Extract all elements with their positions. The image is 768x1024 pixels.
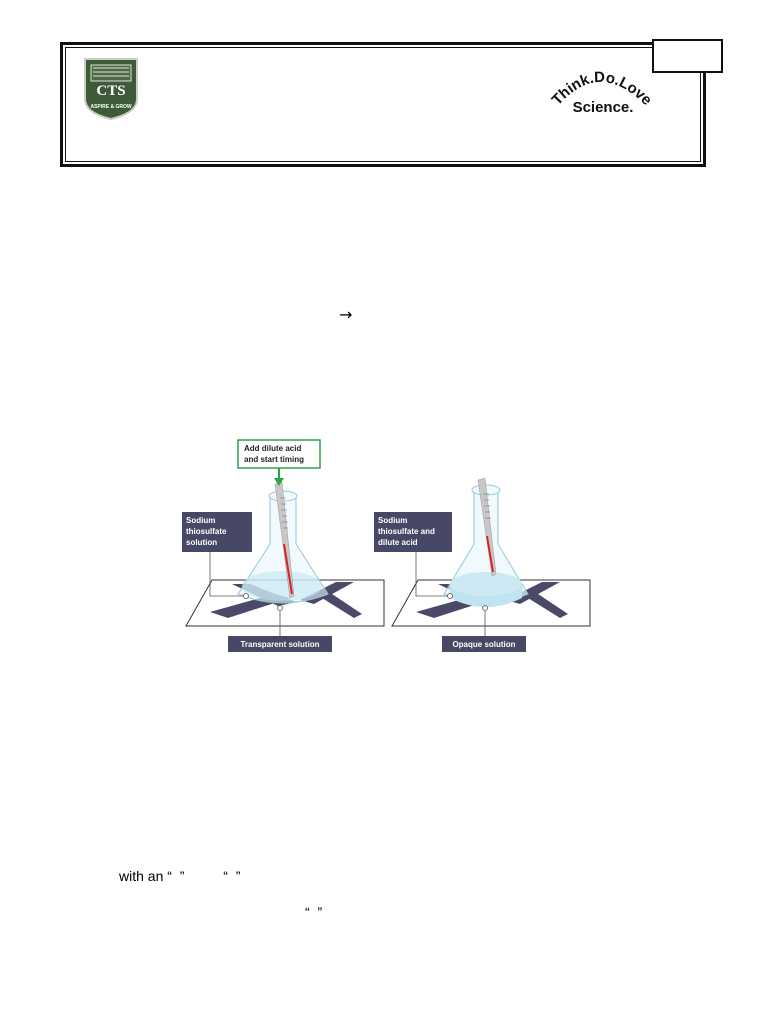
reaction-arrow: → (339, 305, 353, 324)
tagline-bottom: Science. (572, 99, 634, 116)
add-acid-callout-line2: and start timing (244, 455, 305, 464)
left-setup (182, 440, 384, 652)
school-logo (79, 55, 143, 121)
right-setup (374, 478, 590, 652)
tagline-graphic (548, 62, 658, 122)
right-label-line3: dilute acid (378, 538, 418, 547)
logo-text: CTS (96, 83, 126, 99)
logo-motto: ASPIRE & GROW (90, 104, 132, 110)
right-label-line2: thiosulfate and (378, 527, 435, 536)
add-acid-callout-line1: Add dilute acid (244, 444, 302, 453)
experiment-diagram (182, 436, 592, 658)
body-text-line-1: with an “ ” “ ” (119, 868, 241, 884)
left-label-line1: Sodium (186, 516, 216, 525)
page-number-box (652, 39, 723, 73)
left-caption: Transparent solution (240, 640, 320, 649)
right-caption: Opaque solution (452, 640, 516, 649)
body-text-line-2: “ ” (305, 904, 323, 920)
tagline-top: Think.Do.Love (548, 68, 656, 109)
left-label-line3: solution (186, 538, 218, 547)
right-label-line1: Sodium (378, 516, 408, 525)
left-label-line2: thiosulfate (186, 527, 227, 536)
